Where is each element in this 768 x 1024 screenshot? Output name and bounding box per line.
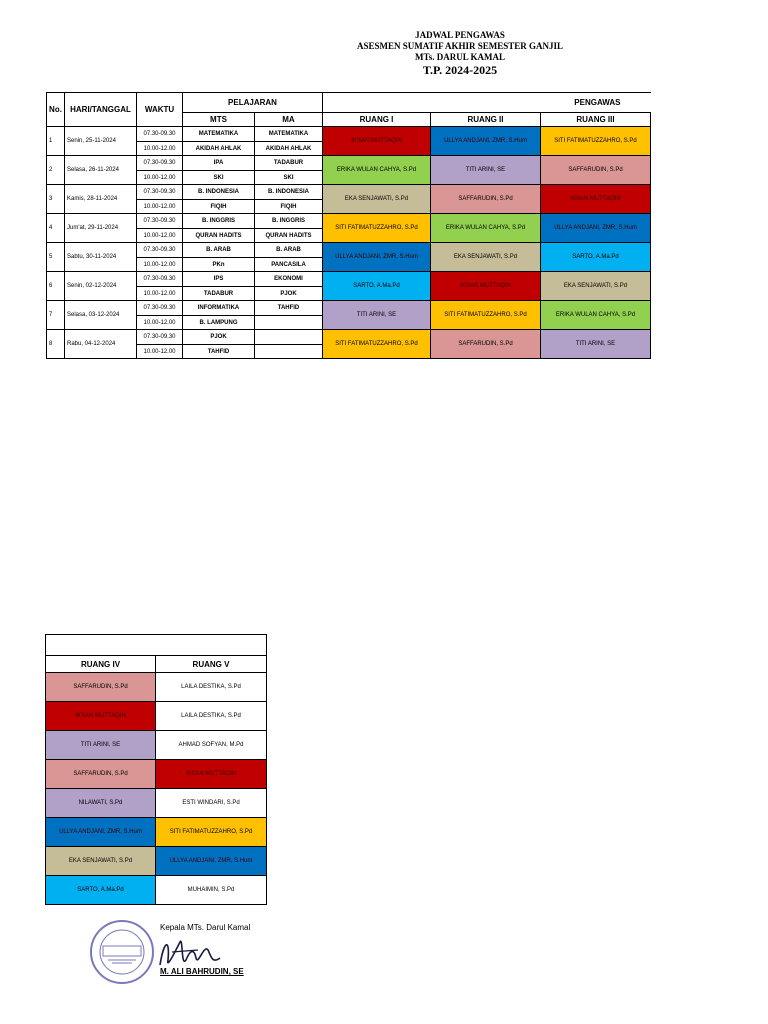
row-date: Selasa, 03-12-2024: [65, 301, 137, 330]
proctor-ruang-1: ERIKA WULAN CAHYA, S.Pd: [323, 156, 431, 185]
ma-subject-2: AKIDAH AHLAK: [255, 142, 323, 156]
col-no-header: No.: [47, 93, 65, 127]
mts-subject-1: IPA: [183, 156, 255, 171]
row-number: 4: [47, 214, 65, 243]
proctor-ruang-1: ULLYA ANDJANI, ZMR, S.Hum: [323, 243, 431, 272]
mts-subject-1: INFORMATIKA: [183, 301, 255, 316]
mts-subject-2: B. LAMPUNG: [183, 316, 255, 330]
proctor-ruang-v: LAILA DESTIKA, S.Pd: [156, 702, 267, 731]
proctor-ruang-2: SAFFARUDIN, S.Pd: [431, 330, 541, 359]
proctor-ruang-1: SITI FATIMATUZZAHRO, S.Pd: [323, 214, 431, 243]
proctor-room-iv-v-table: [45, 634, 267, 905]
table-row: [46, 876, 267, 905]
proctor-ruang-iv: SARTO, A.Ma.Pd: [46, 876, 156, 905]
proctor-ruang-iv: IKSAN MUTTAQIN: [46, 702, 156, 731]
proctor-ruang-v: ULLYA ANDJANI, ZMR, S.Hum: [156, 847, 267, 876]
table-row: [47, 330, 651, 345]
proctor-ruang-v: IKSAN MUTTAQIN: [156, 760, 267, 789]
col-time-header: WAKTU: [137, 93, 183, 127]
mts-subject-1: PJOK: [183, 330, 255, 345]
mts-subject-1: IPS: [183, 272, 255, 287]
table-row: [47, 301, 651, 316]
time-slot-1: 07.30-09.30: [137, 330, 183, 345]
time-slot-1: 07.30-09.30: [137, 301, 183, 316]
proctor-ruang-3: SARTO, A.Ma.Pd: [541, 243, 651, 272]
ma-subject-1: TAHFID: [255, 301, 323, 316]
time-slot-2: 10.00-12.00: [137, 258, 183, 272]
proctor-ruang-2: TITI ARINI, SE: [431, 156, 541, 185]
table-row: [46, 760, 267, 789]
header-year: T.P. 2024-2025: [422, 63, 498, 77]
col-proctor-header: [323, 93, 651, 113]
col-r4-header: RUANG IV: [46, 656, 156, 673]
time-slot-1: 07.30-09.30: [137, 156, 183, 171]
proctor-ruang-v: LAILA DESTIKA, S.Pd: [156, 673, 267, 702]
row-number: 1: [47, 127, 65, 156]
proctor-ruang-iv: SAFFARUDIN, S.Pd: [46, 760, 156, 789]
table-row: [47, 127, 651, 142]
row-date: Jum'at, 29-11-2024: [65, 214, 137, 243]
time-slot-2: 10.00-12.00: [137, 229, 183, 243]
proctor-ruang-2: ULLYA ANDJANI, ZMR, S.Hum: [431, 127, 541, 156]
table-row: [47, 272, 651, 287]
ma-subject-1: [255, 330, 323, 345]
col-r3-header: RUANG III: [541, 113, 651, 127]
ma-subject-2: SKI: [255, 171, 323, 185]
proctor-ruang-2: IKSAN MUTTAQIN: [431, 272, 541, 301]
ma-subject-2: [255, 316, 323, 330]
table-row: [47, 185, 651, 200]
time-slot-2: 10.00-12.00: [137, 200, 183, 214]
ma-subject-2: QURAN HADITS: [255, 229, 323, 243]
row-number: 7: [47, 301, 65, 330]
proctor-ruang-iv: ULLYA ANDJANI, ZMR, S.Hum: [46, 818, 156, 847]
time-slot-2: 10.00-12.00: [137, 287, 183, 301]
proctor-ruang-3: SAFFARUDIN, S.Pd: [541, 156, 651, 185]
mts-subject-2: SKI: [183, 171, 255, 185]
table2-top-blank: [46, 635, 267, 656]
time-slot-2: 10.00-12.00: [137, 171, 183, 185]
proctor-ruang-3: IKSAN MUTTAQIN: [541, 185, 651, 214]
proctor-ruang-2: SAFFARUDIN, S.Pd: [431, 185, 541, 214]
proctor-ruang-2: SITI FATIMATUZZAHRO, S.Pd: [431, 301, 541, 330]
proctor-ruang-3: ERIKA WULAN CAHYA, S.Pd: [541, 301, 651, 330]
proctor-ruang-iv: EKA SENJAWATI, S.Pd: [46, 847, 156, 876]
row-number: 3: [47, 185, 65, 214]
time-slot-1: 07.30-09.30: [137, 243, 183, 258]
header-title: JADWAL PENGAWAS: [415, 30, 505, 40]
proctor-ruang-1: SITI FATIMATUZZAHRO, S.Pd: [323, 330, 431, 359]
ma-subject-1: B. INDONESIA: [255, 185, 323, 200]
mts-subject-2: TADABUR: [183, 287, 255, 301]
mts-subject-2: PKn: [183, 258, 255, 272]
ma-subject-1: B. INGGRIS: [255, 214, 323, 229]
col-subject-header: PELAJARAN: [183, 93, 323, 113]
ma-subject-2: PANCASILA: [255, 258, 323, 272]
ma-subject-2: FIQIH: [255, 200, 323, 214]
mts-subject-2: AKIDAH AHLAK: [183, 142, 255, 156]
table-row: [46, 702, 267, 731]
header-subtitle: ASESMEN SUMATIF AKHIR SEMESTER GANJIL: [356, 41, 564, 51]
row-number: 6: [47, 272, 65, 301]
proctor-ruang-1: IKSAN MUTTAQIN: [323, 127, 431, 156]
proctor-ruang-iv: SAFFARUDIN, S.Pd: [46, 673, 156, 702]
col-r1-header: RUANG I: [323, 113, 431, 127]
proctor-ruang-3: TITI ARINI, SE: [541, 330, 651, 359]
mts-subject-2: QURAN HADITS: [183, 229, 255, 243]
proctor-ruang-v: ESTI WINDARI, S.Pd: [156, 789, 267, 818]
table-row: [47, 243, 651, 258]
ma-subject-1: TADABUR: [255, 156, 323, 171]
table-row: [46, 847, 267, 876]
proctor-ruang-1: SARTO, A.Ma.Pd: [323, 272, 431, 301]
time-slot-2: 10.00-12.00: [137, 345, 183, 359]
time-slot-1: 07.30-09.30: [137, 214, 183, 229]
table-row: [46, 789, 267, 818]
proctor-ruang-1: EKA SENJAWATI, S.Pd: [323, 185, 431, 214]
table-row: [47, 214, 651, 229]
ma-subject-1: B. ARAB: [255, 243, 323, 258]
proctor-ruang-iv: TITI ARINI, SE: [46, 731, 156, 760]
col-r5-header: RUANG V: [156, 656, 267, 673]
row-number: 8: [47, 330, 65, 359]
proctor-ruang-3: SITI FATIMATUZZAHRO, S.Pd: [541, 127, 651, 156]
proctor-ruang-iv: NILAWATI, S.Pd: [46, 789, 156, 818]
proctor-ruang-3: ULLYA ANDJANI, ZMR, S.Hum: [541, 214, 651, 243]
document-header: [0, 30, 768, 77]
row-date: Selasa, 26-11-2024: [65, 156, 137, 185]
col-proctor-label: PENGAWAS: [574, 98, 621, 107]
ma-subject-2: [255, 345, 323, 359]
table-row: [46, 818, 267, 847]
row-date: Senin, 02-12-2024: [65, 272, 137, 301]
school-stamp: [88, 918, 156, 986]
mts-subject-1: B. INGGRIS: [183, 214, 255, 229]
col-mts-header: MTS: [183, 113, 255, 127]
time-slot-2: 10.00-12.00: [137, 142, 183, 156]
proctor-ruang-1: TITI ARINI, SE: [323, 301, 431, 330]
ma-subject-2: PJOK: [255, 287, 323, 301]
row-date: Sabtu, 30-11-2024: [65, 243, 137, 272]
ma-subject-1: MATEMATIKA: [255, 127, 323, 142]
table-row: [47, 156, 651, 171]
proctor-schedule-table: [46, 92, 651, 359]
row-number: 2: [47, 156, 65, 185]
header-school: MTs. DARUL KAMAL: [415, 52, 505, 62]
proctor-ruang-v: AHMAD SOFYAN, M.Pd: [156, 731, 267, 760]
row-number: 5: [47, 243, 65, 272]
row-date: Senin, 25-11-2024: [65, 127, 137, 156]
time-slot-2: 10.00-12.00: [137, 316, 183, 330]
col-ma-header: MA: [255, 113, 323, 127]
time-slot-1: 07.30-09.30: [137, 185, 183, 200]
col-r2-header: RUANG II: [431, 113, 541, 127]
proctor-ruang-2: EKA SENJAWATI, S.Pd: [431, 243, 541, 272]
signature-name: M. ALI BAHRUDIN, SE: [160, 967, 244, 976]
row-date: Rabu, 04-12-2024: [65, 330, 137, 359]
mts-subject-1: MATEMATIKA: [183, 127, 255, 142]
time-slot-1: 07.30-09.30: [137, 127, 183, 142]
mts-subject-2: TAHFID: [183, 345, 255, 359]
proctor-ruang-v: MUHAIMIN, S.Pd: [156, 876, 267, 905]
time-slot-1: 07.30-09.30: [137, 272, 183, 287]
mts-subject-1: B. INDONESIA: [183, 185, 255, 200]
proctor-ruang-3: EKA SENJAWATI, S.Pd: [541, 272, 651, 301]
ma-subject-1: EKONOMI: [255, 272, 323, 287]
proctor-ruang-v: SITI FATIMATUZZAHRO, S.Pd: [156, 818, 267, 847]
proctor-ruang-2: ERIKA WULAN CAHYA, S.Pd: [431, 214, 541, 243]
mts-subject-1: B. ARAB: [183, 243, 255, 258]
col-day-header: HARI/TANGGAL: [65, 93, 137, 127]
row-date: Kamis, 28-11-2024: [65, 185, 137, 214]
table-row: [46, 731, 267, 760]
signature-title: Kepala MTs. Darul Kamal: [160, 923, 251, 932]
mts-subject-2: FIQIH: [183, 200, 255, 214]
table-row: [46, 673, 267, 702]
